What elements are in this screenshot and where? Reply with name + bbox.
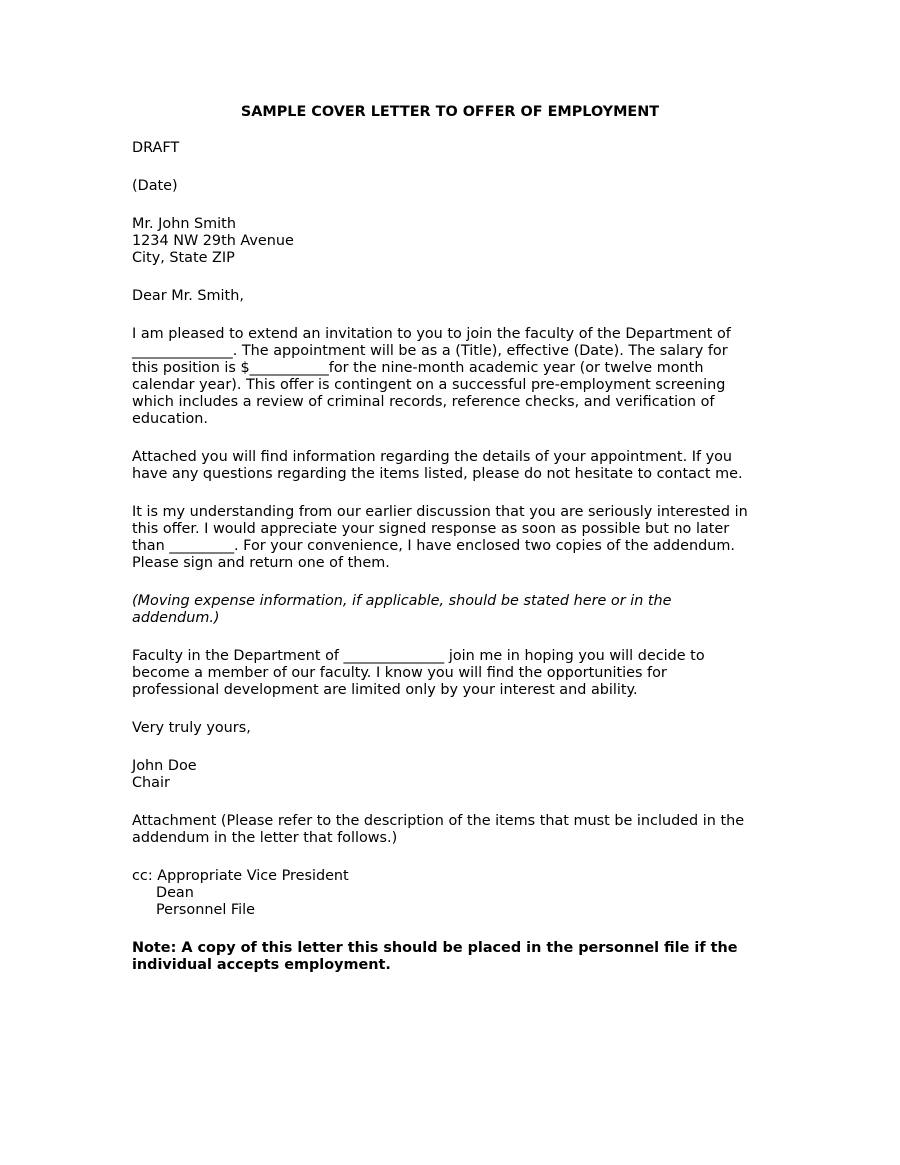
paragraph-offer bbox=[132, 326, 772, 428]
cc-line: Dean bbox=[156, 885, 194, 901]
signature-name: John Doe bbox=[132, 758, 197, 774]
paragraph-line: have any questions regarding the items listed, please do not hesitate to contact me. bbox=[132, 466, 743, 482]
paragraph-line: It is my understanding from our earlier discussion that you are seriously interested in bbox=[132, 504, 748, 520]
paragraph-line: professional development are limited only by your interest and ability. bbox=[132, 682, 638, 698]
cc-list bbox=[132, 868, 772, 919]
address-line: City, State ZIP bbox=[132, 250, 235, 266]
note-line: Note: A copy of this letter this should be placed in the personnel file if the bbox=[132, 940, 738, 956]
footer-note bbox=[132, 940, 772, 974]
paragraph-line: become a member of our faculty. I know you will find the opportunities for bbox=[132, 665, 667, 681]
paragraph-line: education. bbox=[132, 411, 208, 427]
paragraph-line: this position is $___________for the nine-month academic year (or twelve month bbox=[132, 360, 704, 376]
paragraph-line: ______________. The appointment will be as a (Title), effective (Date). The salary for bbox=[132, 343, 728, 359]
draft-label: DRAFT bbox=[132, 140, 180, 156]
paragraph-faculty bbox=[132, 648, 772, 699]
paragraph-response bbox=[132, 504, 772, 572]
paragraph-line: than _________. For your convenience, I have enclosed two copies of the addendum. bbox=[132, 538, 735, 554]
paragraph-line: addendum.) bbox=[132, 610, 220, 626]
address-line: 1234 NW 29th Avenue bbox=[132, 233, 294, 249]
address-line: Mr. John Smith bbox=[132, 216, 236, 232]
paragraph-moving-expense bbox=[132, 593, 772, 627]
paragraph-line: Please sign and return one of them. bbox=[132, 555, 390, 571]
attachment-line: Attachment (Please refer to the description of the items that must be included in the bbox=[132, 813, 745, 829]
paragraph-line: which includes a review of criminal records, reference checks, and verification of bbox=[132, 394, 715, 410]
paragraph-line: calendar year). This offer is contingent on a successful pre-employment screening bbox=[132, 377, 726, 393]
cc-line: Personnel File bbox=[156, 902, 255, 918]
letter-title: SAMPLE COVER LETTER TO OFFER OF EMPLOYMENT bbox=[240, 104, 660, 120]
recipient-address bbox=[132, 216, 772, 267]
paragraph-line: I am pleased to extend an invitation to you to join the faculty of the Department of bbox=[132, 326, 731, 342]
closing: Very truly yours, bbox=[132, 720, 251, 736]
signature-role: Chair bbox=[132, 775, 170, 791]
paragraph-line: Attached you will find information regarding the details of your appointment. If you bbox=[132, 449, 733, 465]
signature-block bbox=[132, 758, 772, 792]
paragraph-attached bbox=[132, 449, 772, 483]
note-line: individual accepts employment. bbox=[132, 957, 391, 973]
attachment-line: addendum in the letter that follows.) bbox=[132, 830, 398, 846]
paragraph-line: Faculty in the Department of ______________ join me in hoping you will decide to bbox=[132, 648, 705, 664]
salutation: Dear Mr. Smith, bbox=[132, 288, 244, 304]
letter-page bbox=[132, 104, 772, 995]
paragraph-line: this offer. I would appreciate your signed response as soon as possible but no later bbox=[132, 521, 730, 537]
letter-date: (Date) bbox=[132, 178, 178, 194]
attachment-note bbox=[132, 813, 772, 847]
paragraph-line: (Moving expense information, if applicable, should be stated here or in the bbox=[132, 593, 672, 609]
cc-line: cc: Appropriate Vice President bbox=[132, 868, 349, 884]
